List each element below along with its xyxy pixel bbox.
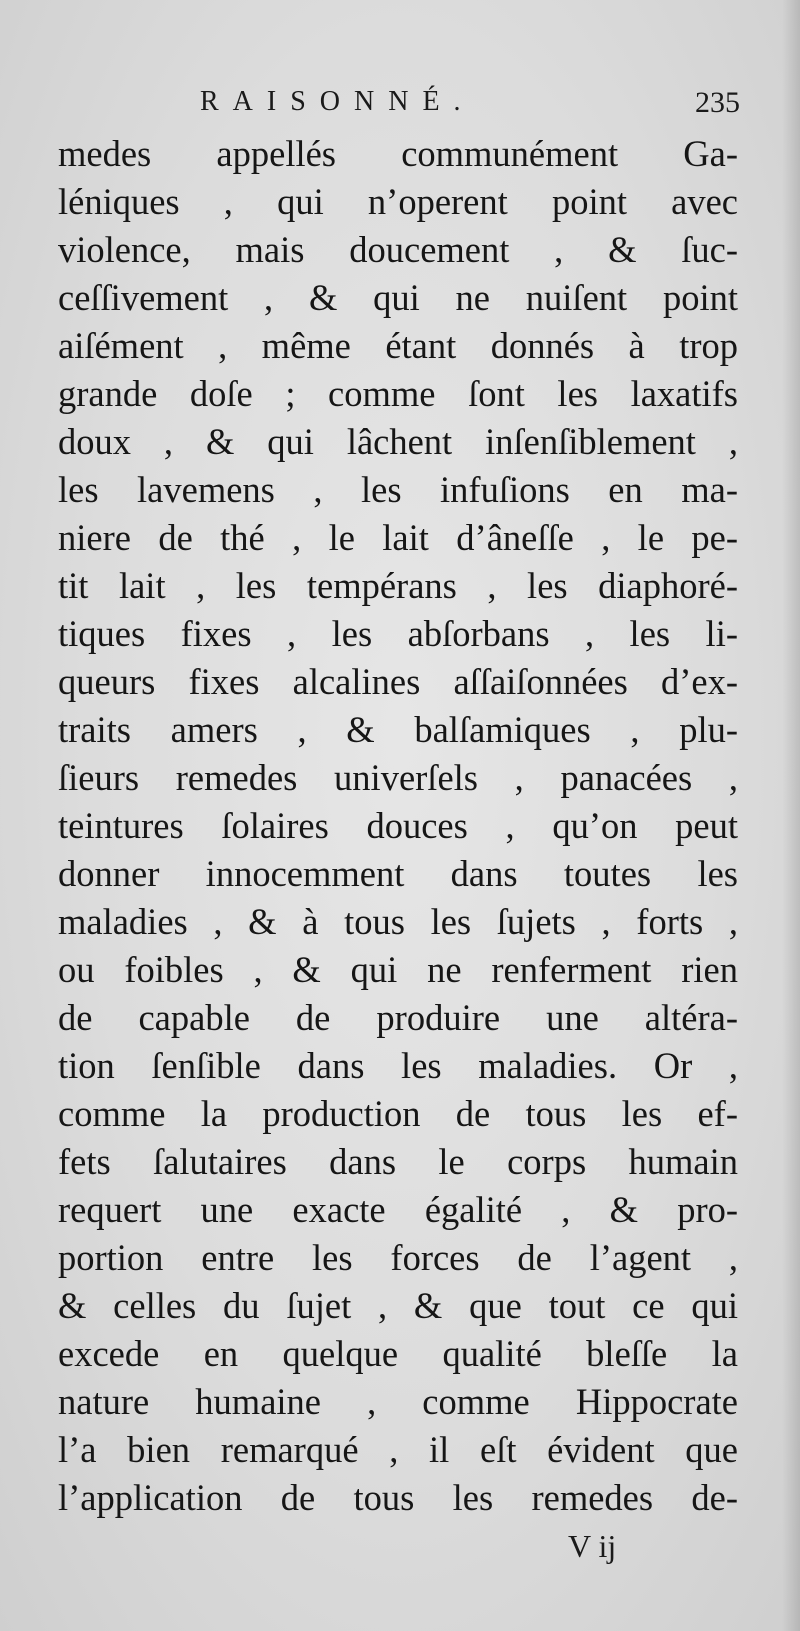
text-line: ſieurs remedes univerſels , panacées , [58,757,738,798]
text-line: léniques , qui n’operent point avec [58,181,738,222]
text-line: donner innocemment dans toutes les [58,853,738,894]
page-header [200,86,740,126]
text-line: l’a bien remarqué , il eſt évident que [58,1429,738,1470]
page-edge-shadow [782,0,800,1631]
text-line: les lavemens , les infuſions en ma- [58,469,738,510]
text-line: tit lait , les tempérans , les diaphoré- [58,565,738,606]
text-line: grande doſe ; comme ſont les laxatifs [58,373,738,414]
text-line: l’application de tous les remedes de- [58,1477,738,1518]
text-line: teintures ſolaires douces , qu’on peut [58,805,738,846]
page-number: 235 [695,86,740,119]
text-line: maladies , & à tous les ſujets , forts , [58,901,738,942]
text-line: aiſément , même étant donnés à trop [58,325,738,366]
text-line: medes appellés communément Ga- [58,133,738,174]
text-line: niere de thé , le lait d’âneſſe , le pe- [58,517,738,558]
text-line: tiques fixes , les abſorbans , les li- [58,613,738,654]
text-line: traits amers , & balſamiques , plu- [58,709,738,750]
signature-mark: V ij [568,1528,617,1564]
text-line: portion entre les forces de l’agent , [58,1237,738,1278]
running-head: RAISONNÉ. [200,86,475,117]
body-text [58,130,738,1522]
text-line: comme la production de tous les ef- [58,1093,738,1134]
text-line: queurs fixes alcalines aſſaiſonnées d’ex- [58,661,738,702]
text-line: de capable de produire une altéra- [58,997,738,1038]
text-line: nature humaine , comme Hippocrate [58,1381,738,1422]
text-line: ceſſivement , & qui ne nuiſent point [58,277,738,318]
text-line: requert une exacte égalité , & pro- [58,1189,738,1230]
text-line: tion ſenſible dans les maladies. Or , [58,1045,738,1086]
text-line: fets ſalutaires dans le corps humain [58,1141,738,1182]
text-line: ou foibles , & qui ne renferment rien [58,949,738,990]
text-line: excede en quelque qualité bleſſe la [58,1333,738,1374]
text-line: doux , & qui lâchent inſenſiblement , [58,421,738,462]
text-line: violence, mais doucement , & ſuc- [58,229,738,270]
text-line: & celles du ſujet , & que tout ce qui [58,1285,738,1326]
